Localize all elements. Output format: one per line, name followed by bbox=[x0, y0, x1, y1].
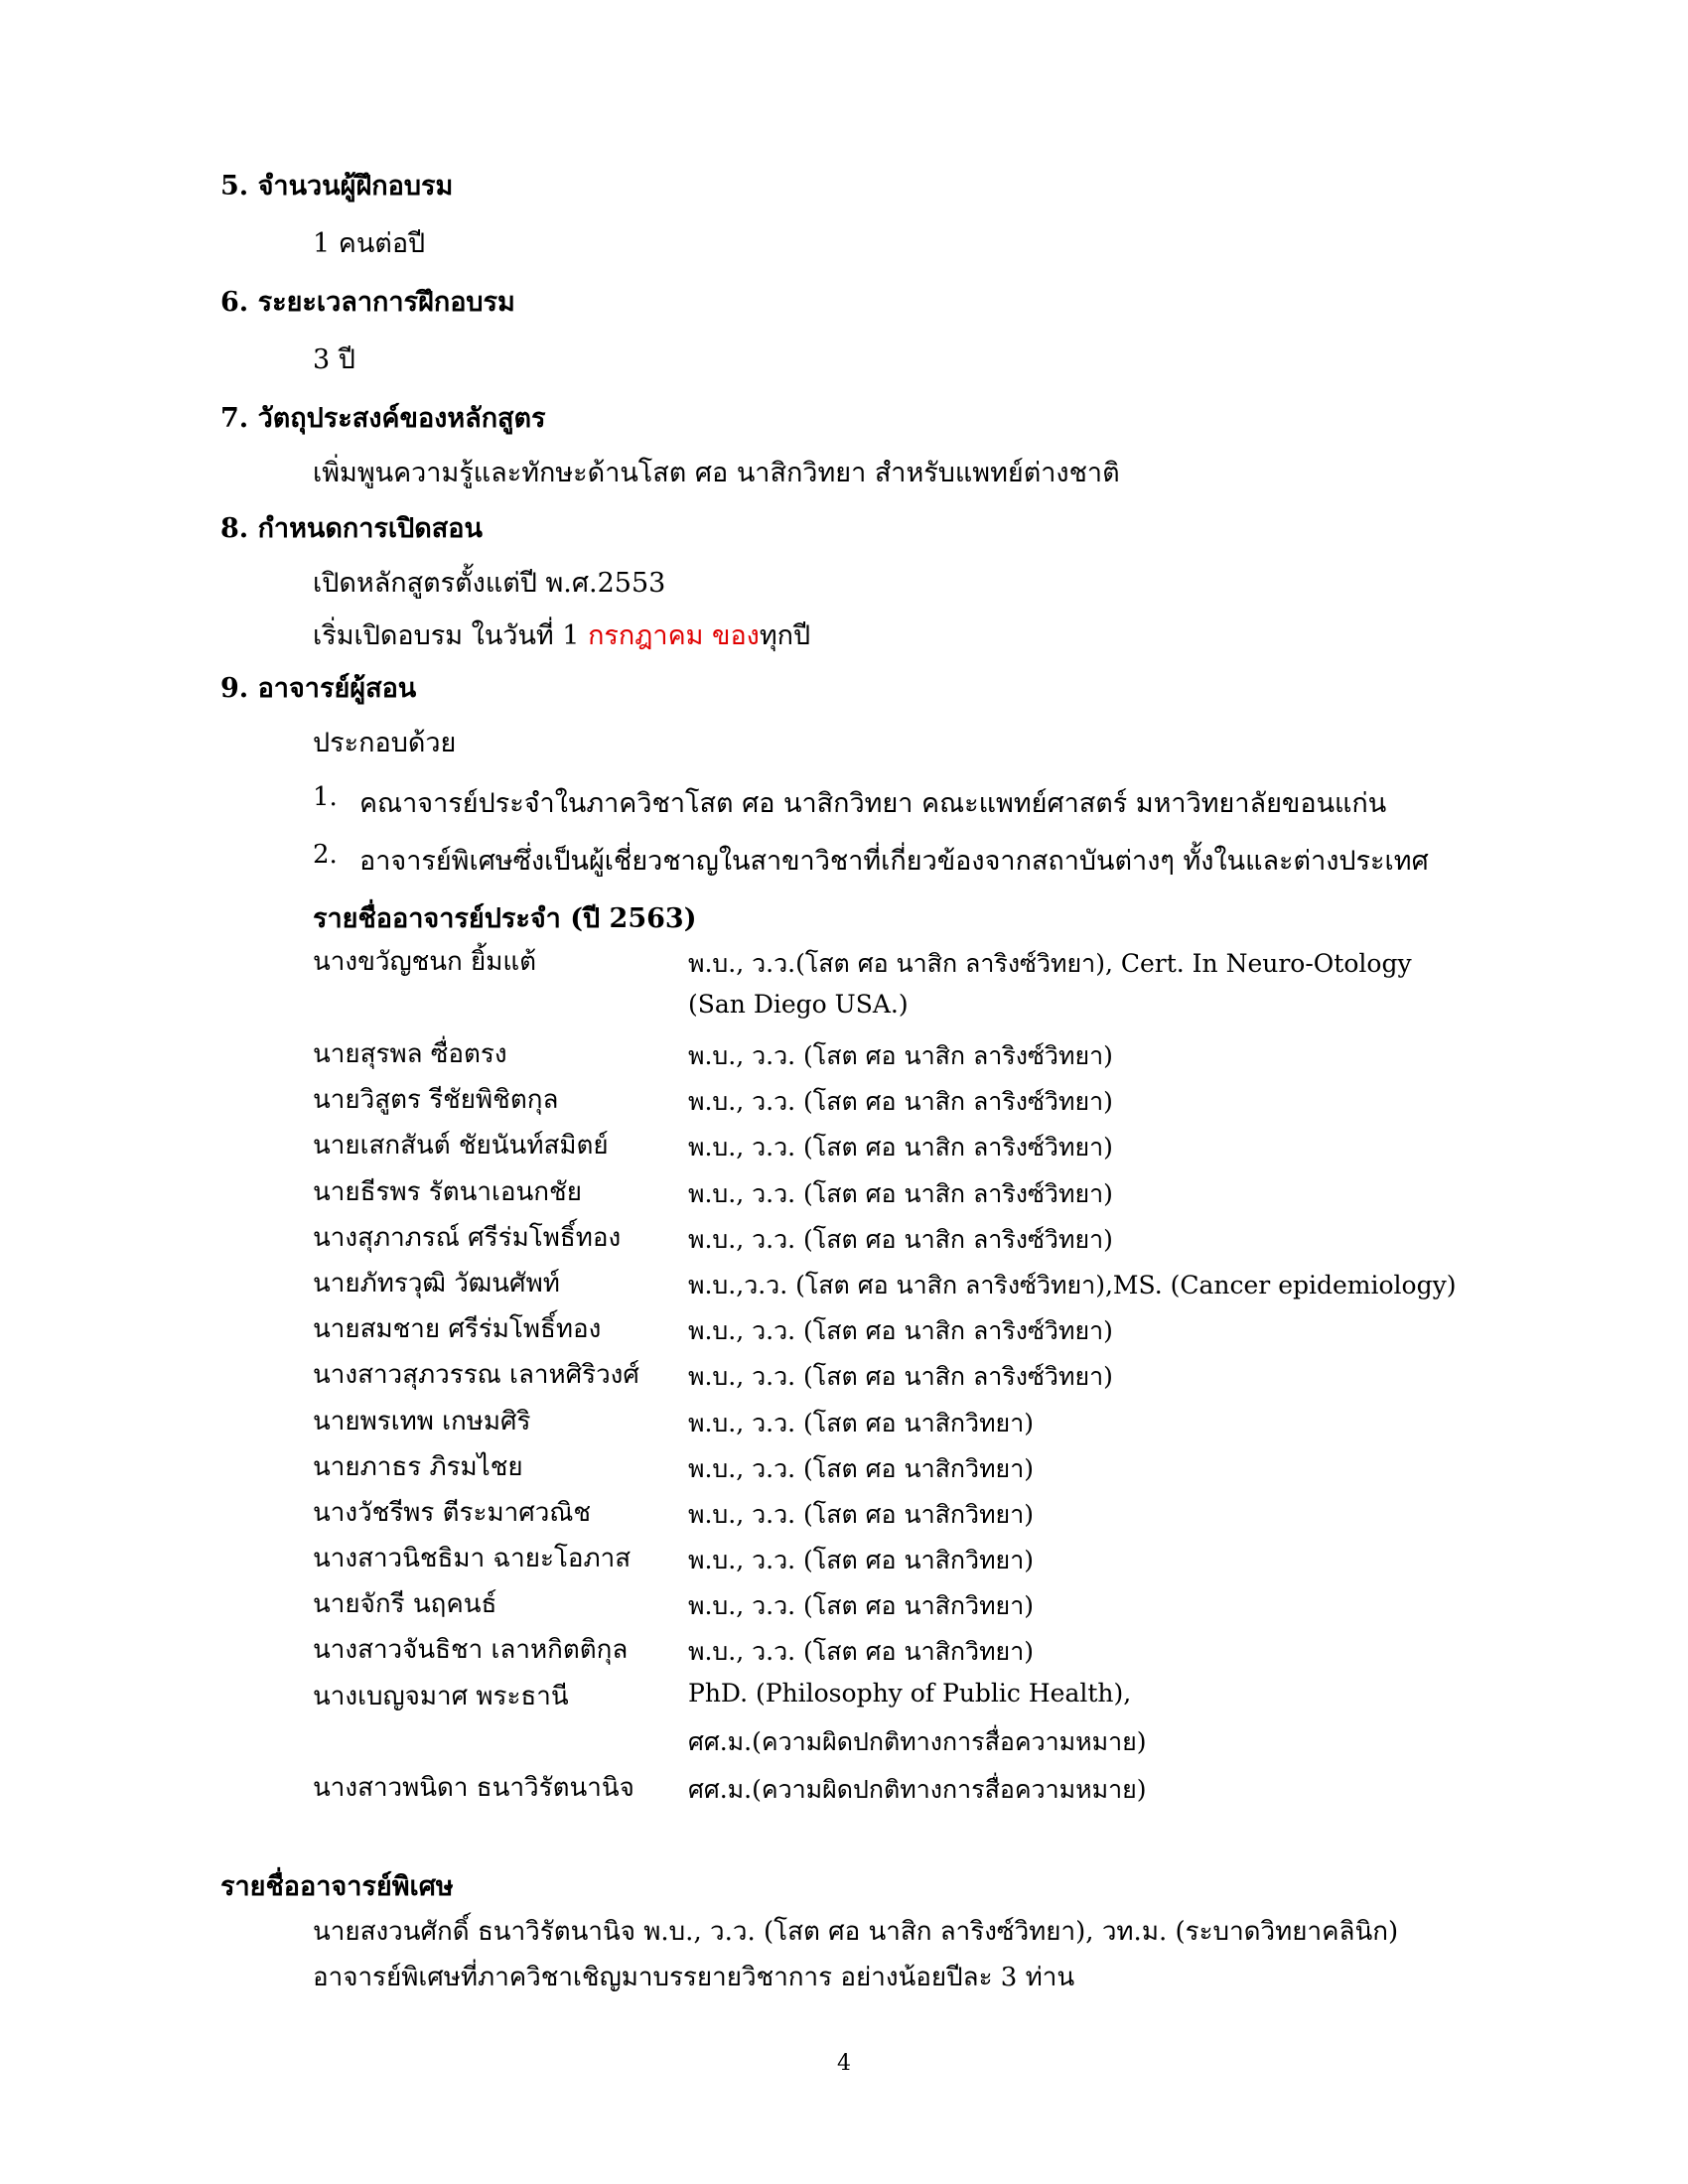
faculty-qualification: พ.บ., ว.ว. (โสต ศอ นาสิกวิทยา) bbox=[688, 1454, 1034, 1483]
section-9-intro: ประกอบด้วย bbox=[313, 728, 457, 758]
faculty-name: นางสาวนิชธิมา ฉายะโอภาส bbox=[313, 1544, 632, 1573]
section-7-heading: 7. วัตถุประสงค์ของหลักสูตร bbox=[220, 403, 546, 434]
section-6-body: 3 ปี bbox=[313, 344, 355, 375]
faculty-name: นางขวัญชนก ยิ้มแต้ bbox=[313, 947, 537, 977]
faculty-name: นางสาวสุภวรรณ เลาหศิริวงศ์ bbox=[313, 1360, 639, 1390]
faculty-qualification: พ.บ., ว.ว. (โสต ศอ นาสิก ลาริงซ์วิทยา) bbox=[688, 1362, 1113, 1391]
faculty-qualification: พ.บ., ว.ว. (โสต ศอ นาสิก ลาริงซ์วิทยา) bbox=[688, 1316, 1113, 1345]
section-5-body: 1 คนต่อปี bbox=[313, 228, 426, 259]
faculty-qualification-cont: ศศ.ม.(ความผิดปกติทางการสื่อความหมาย) bbox=[688, 1727, 1147, 1756]
faculty-name: นางสาวจันธิชา เลาหกิตติกุล bbox=[313, 1635, 629, 1665]
faculty-qualification: พ.บ., ว.ว. (โสต ศอ นาสิก ลาริงซ์วิทยา) bbox=[688, 1225, 1113, 1254]
faculty-qualification: พ.บ., ว.ว. (โสต ศอ นาสิกวิทยา) bbox=[688, 1409, 1034, 1437]
list-item-number: 1. bbox=[313, 782, 338, 812]
page-number: 4 bbox=[837, 2051, 851, 2076]
special-faculty-line-1: นายสงวนศักดิ์ ธนาวิรัตนานิจ พ.บ., ว.ว. (โสต ศอ นาสิก ลาริงซ์วิทยา), วท.ม. (ระบาดวิทยาคลินิก) bbox=[313, 1917, 1399, 1947]
faculty-qualification: พ.บ., ว.ว. (โสต ศอ นาสิก ลาริงซ์วิทยา) bbox=[688, 1179, 1113, 1208]
faculty-qualification: พ.บ., ว.ว. (โสต ศอ นาสิกวิทยา) bbox=[688, 1500, 1034, 1529]
faculty-name: นายสมชาย ศรีร่มโพธิ์ทอง bbox=[313, 1314, 602, 1344]
faculty-qualification: พ.บ.,ว.ว. (โสต ศอ นาสิก ลาริงซ์วิทยา),MS. (Cancer epidemiology) bbox=[688, 1271, 1457, 1299]
section-8-line-2 bbox=[313, 614, 810, 656]
section-8-line-1: เปิดหลักสูตรตั้งแต่ปี พ.ศ.2553 bbox=[313, 568, 666, 599]
faculty-qualification: พ.บ., ว.ว. (โสต ศอ นาสิก ลาริงซ์วิทยา) bbox=[688, 1041, 1113, 1070]
faculty-name: นายภัทรวุฒิ วัฒนศัพท์ bbox=[313, 1269, 560, 1298]
special-faculty-heading: รายชื่ออาจารย์พิเศษ bbox=[220, 1871, 454, 1902]
list-item-text: อาจารย์พิเศษซึ่งเป็นผู้เชี่ยวชาญในสาขาวิชาที่เกี่ยวข้องจากสถาบันต่างๆ ทั้งในและต่างประเทศ bbox=[359, 846, 1429, 877]
section-8-heading: 8. กำหนดการเปิดสอน bbox=[220, 513, 483, 544]
list-item-number: 2. bbox=[313, 840, 338, 870]
faculty-name: นางสุภาภรณ์ ศรีร่มโพธิ์ทอง bbox=[313, 1223, 622, 1253]
faculty-name: นายเสกสันต์ ชัยนันท์สมิตย์ bbox=[313, 1131, 609, 1160]
faculty-qualification-cont: (San Diego USA.) bbox=[688, 990, 909, 1019]
section-8-line-2-suffix: ทุกปี bbox=[759, 620, 811, 651]
faculty-qualification: พ.บ., ว.ว. (โสต ศอ นาสิกวิทยา) bbox=[688, 1546, 1034, 1574]
faculty-heading: รายชื่ออาจารย์ประจำ (ปี 2563) bbox=[313, 903, 697, 934]
section-8-line-2-prefix: เริ่มเปิดอบรม ในวันที่ 1 bbox=[313, 620, 589, 651]
faculty-qualification: พ.บ., ว.ว. (โสต ศอ นาสิก ลาริงซ์วิทยา) bbox=[688, 1087, 1113, 1116]
faculty-qualification: พ.บ., ว.ว. (โสต ศอ นาสิกวิทยา) bbox=[688, 1637, 1034, 1666]
faculty-qualification: พ.บ., ว.ว. (โสต ศอ นาสิกวิทยา) bbox=[688, 1591, 1034, 1620]
section-8-highlight: กรกฎาคม ของ bbox=[588, 620, 760, 651]
faculty-qualification: ศศ.ม.(ความผิดปกติทางการสื่อความหมาย) bbox=[688, 1775, 1147, 1804]
faculty-name: นายจักรี นฤคนธ์ bbox=[313, 1589, 497, 1619]
faculty-name: นายธีรพร รัตนาเอนกชัย bbox=[313, 1177, 582, 1207]
section-6-heading: 6. ระยะเวลาการฝึกอบรม bbox=[220, 287, 515, 318]
section-5-heading: 5. จำนวนผู้ฝึกอบรม bbox=[220, 171, 454, 202]
faculty-name: นางสาวพนิดา ธนาวิรัตนานิจ bbox=[313, 1773, 634, 1803]
special-faculty-line-2: อาจารย์พิเศษที่ภาควิชาเชิญมาบรรยายวิชาการ อย่างน้อยปีละ 3 ท่าน bbox=[313, 1963, 1075, 1992]
faculty-qualification: พ.บ., ว.ว.(โสต ศอ นาสิก ลาริงซ์วิทยา), Cert. In Neuro-Otology bbox=[688, 949, 1412, 978]
faculty-name: นายวิสูตร รีชัยพิชิตกุล bbox=[313, 1085, 559, 1115]
faculty-name: นางวัชรีพร ตีระมาศวณิช bbox=[313, 1498, 592, 1528]
faculty-qualification: PhD. (Philosophy of Public Health), bbox=[688, 1679, 1132, 1707]
list-item-text: คณาจารย์ประจำในภาควิชาโสต ศอ นาสิกวิทยา คณะแพทย์ศาสตร์ มหาวิทยาลัยขอนแก่น bbox=[359, 788, 1387, 819]
faculty-name: นายสุรพล ซื่อตรง bbox=[313, 1039, 507, 1069]
faculty-name: นายภาธร ภิรมไชย bbox=[313, 1452, 523, 1482]
faculty-name: นางเบญจมาศ พระธานี bbox=[313, 1682, 569, 1711]
faculty-name: นายพรเทพ เกษมศิริ bbox=[313, 1407, 531, 1436]
section-7-body: เพิ่มพูนความรู้และทักษะด้านโสต ศอ นาสิกวิทยา สำหรับแพทย์ต่างชาติ bbox=[313, 458, 1120, 488]
section-9-heading: 9. อาจารย์ผู้สอน bbox=[220, 673, 417, 704]
faculty-qualification: พ.บ., ว.ว. (โสต ศอ นาสิก ลาริงซ์วิทยา) bbox=[688, 1133, 1113, 1161]
